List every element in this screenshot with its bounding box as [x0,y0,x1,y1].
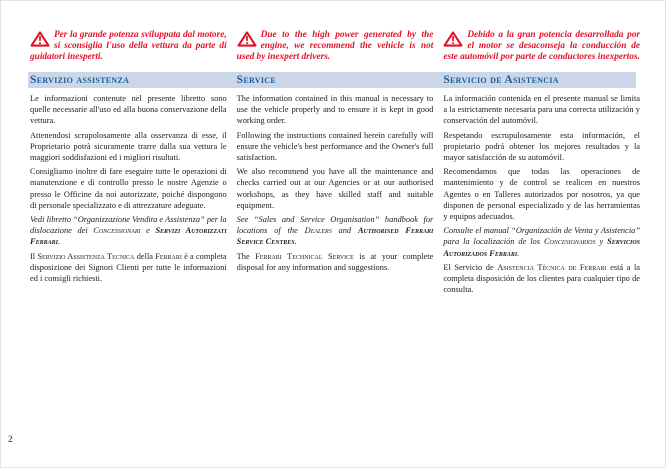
warning-text: Debido a la gran potencia desarrollada por el motor se desaconseja la conducción de este automóvil por parte de conductores inexpertos. [443,30,640,63]
text-segment: Authorised Ferrari Service Centres [236,226,434,247]
text-segment: . [57,237,61,247]
paragraph-list [237,93,434,273]
text-segment: Following the instructions contained herein carefully will ensure the vehicle's best performance and the Owner's full satisfaction. [236,130,434,163]
text-segment: está a la completa disposición de los clientes para cualquier tipo de consulta. [443,262,640,295]
text-segment: Concessionari [93,226,141,236]
page-number: 2 [8,435,13,445]
text-segment: Ferrari [155,251,182,261]
text-segment: is at your complete disposal for any information and suggestions. [236,251,434,272]
warning-text: Per la grande potenza sviluppata dal motore, si sconsiglia l'uso della vettura da parte di guidatori inesperti. [30,30,227,63]
text-segment: . [517,248,520,258]
text-segment: Concesionarios [543,237,596,247]
paragraph-list [443,93,640,295]
section-header: Servicio de Asistencia [443,74,559,86]
paragraph [443,93,640,127]
warning-text: Due to the high power generated by the engine, we recommend the vehicle is not used by inexpert drivers. [236,30,434,63]
paragraph [237,251,434,273]
text-segment: The [236,251,256,261]
text-segment: Servizio Assistenza Tecnica [37,251,135,261]
text-segment: Il [30,251,38,261]
paragraph [237,93,434,127]
warning-note [443,30,640,72]
content-grid [30,30,640,298]
paragraph [30,214,227,248]
text-segment: Respetando escrupulosamente esta información, el propietario podrá obtener los mejores resultados y la mayor satisfacción de su automóvil. [443,130,640,163]
text-segment: We also recommend you have all the maintenance and checks carried out at our Agencies or at our authorised workshops, as they have skilled staff and suitable equipment. [236,167,434,210]
text-segment: Dealers [304,226,332,236]
text-segment: della [134,251,156,261]
warning-triangle-icon [237,31,257,47]
text-segment: See “Sales and Service Organisation” handbook for locations of the [236,215,434,236]
warning-note [237,30,434,72]
warning-triangle-icon [30,31,50,47]
language-column-spanish [443,30,640,298]
warning-triangle-icon [443,31,463,47]
text-segment: El Servicio de [443,262,498,272]
text-segment: Consigliamo inoltre di fare eseguire tutte le operazioni di manutenzione e di controllo presso le nostre Agenzie o presso le Officine da noi autorizzate, poiché dispongono di personale specializzato e di attrezzature adeguate. [30,167,227,210]
paragraph [30,166,227,211]
text-segment: . [294,237,297,247]
paragraph [443,225,640,259]
text-segment: y [595,237,608,247]
paragraph-list [30,93,227,284]
paragraph [443,166,640,222]
section-header: Servizio assistenza [30,74,130,86]
warning-note [30,30,227,72]
paragraph [237,130,434,164]
language-column-english [237,30,434,298]
paragraph [443,130,640,164]
language-column-italian [30,30,227,298]
text-segment: Recomendamos que todas las operaciones de mantenimiento y de control se realicen en nuestros Agentes o en Talleres autorizados por nosotros, ya que disponen de personal especializado y de las herramientas y equipos adecuados. [443,167,640,222]
text-segment: Servicios Autorizados Ferrari [443,237,641,258]
text-segment: e [140,226,156,236]
paragraph [237,166,434,211]
text-segment: è a completa disposizione dei Signori Clienti per tutte le informazioni ed i consigli richiesti. [30,251,227,284]
text-segment: Ferrari Technical Service [255,251,354,261]
section-header: Service [236,74,276,86]
paragraph [30,130,227,164]
paragraph [237,214,434,248]
paragraph [443,262,640,296]
text-segment: Consulte el manual “Organización de Venta y Asistencia” para la localización de los [443,226,640,247]
paragraph [30,251,227,285]
text-segment: The information contained in this manual is necessary to use the vehicle properly and to ensure it is kept in good working order. [236,94,434,126]
text-segment: Attenendosi scrupolosamente alla osservanza di esse, il Proprietario potrà sicuramente trarre dalla sua vettura le maggiori soddisfazioni ed i migliori risultati. [30,130,227,163]
text-segment: and [331,226,358,236]
text-segment: Le informazioni contenute nel presente libretto sono quelle necessarie all'uso ed alla buona conservazione della vettura. [30,94,227,126]
text-segment: Vedi libretto “Organizzazione Vendita e Assistenza” per la dislocazione dei [30,215,227,236]
text-segment: Asistencia Técnica de Ferrari [497,262,607,272]
paragraph [30,93,227,127]
text-segment: Servizi Autorizzati Ferrari [30,226,227,247]
text-segment: La información contenida en el presente manual se limita a la estrictamente necesaria para una correcta utilización y conservación del automóvil. [443,94,640,126]
